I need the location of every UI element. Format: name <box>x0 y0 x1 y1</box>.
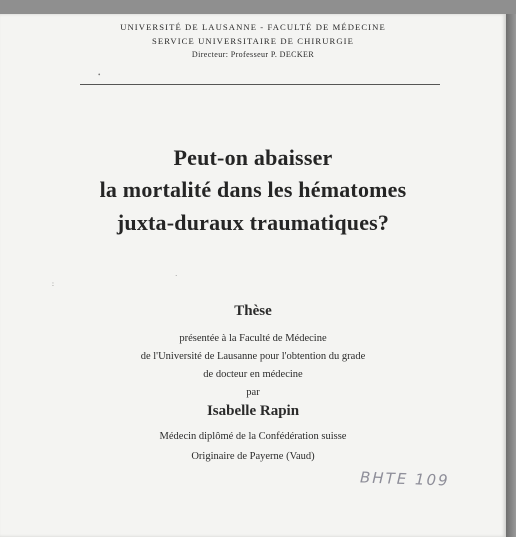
paper-speck: : <box>52 280 54 288</box>
title-line-2: la mortalité dans les hématomes <box>99 177 407 202</box>
service-header: SERVICE UNIVERSITAIRE DE CHIRURGIE <box>152 36 354 46</box>
header-divider <box>80 84 440 85</box>
title-line-1: Peut-on abaisser <box>173 145 333 170</box>
thesis-line-2: de l'Université de Lausanne pour l'obtention du grade <box>140 351 366 362</box>
author-origin: Originaire de Payerne (Vaud) <box>191 451 315 462</box>
thesis-line-4: par <box>246 387 260 398</box>
handwritten-annotation: BHTE 109 <box>359 468 450 490</box>
author-name: Isabelle Rapin <box>206 403 300 419</box>
page-edge <box>506 14 516 537</box>
title-line-3: juxta-duraux traumatiques? <box>116 210 390 235</box>
paper-speck: • <box>98 71 101 79</box>
author-credential: Médecin diplômé de la Confédération suisse <box>159 431 347 442</box>
thesis-line-3: de docteur en médecine <box>203 369 303 380</box>
thesis-line-1: présentée à la Faculté de Médecine <box>179 333 327 344</box>
university-header: UNIVERSITÉ DE LAUSANNE - FACULTÉ DE MÉDECINE <box>120 22 386 32</box>
thesis-heading: Thèse <box>234 303 272 319</box>
paper-speck: · <box>175 272 178 280</box>
director-line: Directeur: Professeur P. DECKER <box>191 50 315 59</box>
